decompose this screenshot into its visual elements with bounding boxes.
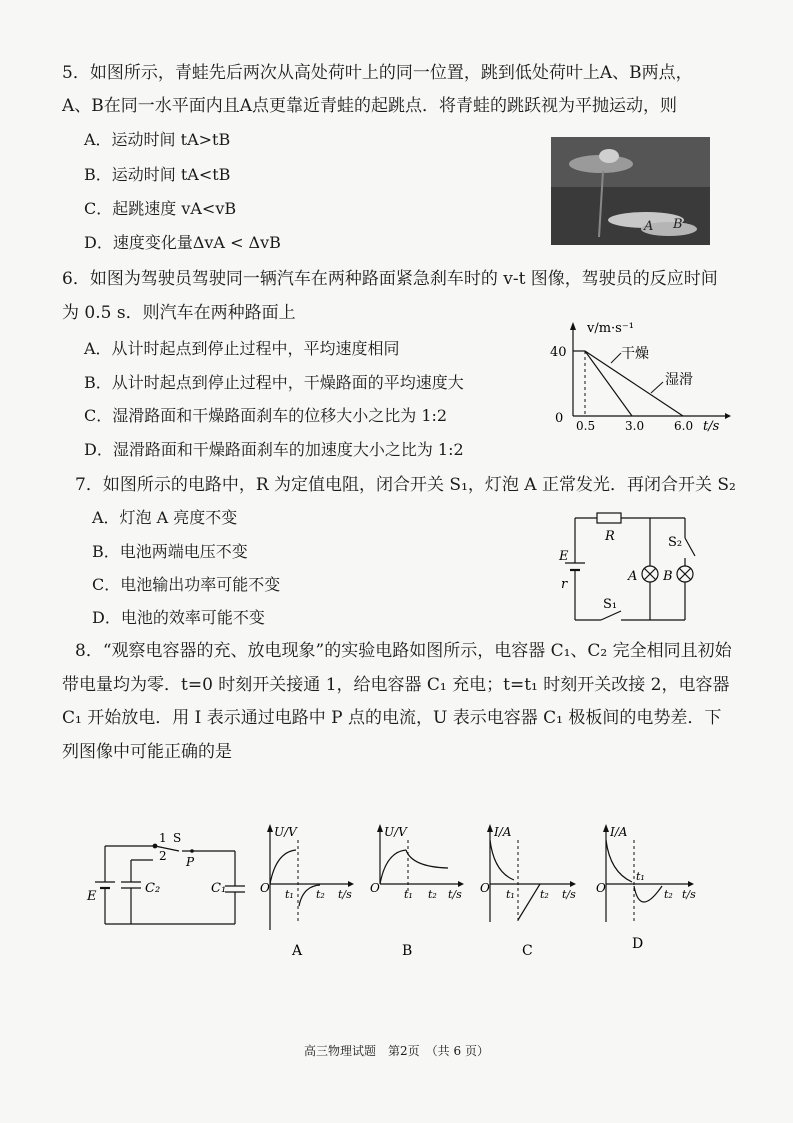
q5-option-b: B．运动时间 tA<tB xyxy=(84,165,231,184)
graph-c-x-label: t/s xyxy=(562,888,576,901)
switch-pos-2: 2 xyxy=(159,849,167,863)
graph-a-origin: O xyxy=(260,881,270,895)
q6-x-tick-6.0: 6.0 xyxy=(674,419,694,433)
q6-y-label: v/m·s⁻¹ xyxy=(587,321,634,336)
q5-stem-line1: 5．如图所示，青蛙先后两次从高处荷叶上的同一位置，跳到低处荷叶上A、B两点， xyxy=(62,63,693,83)
q6-wet-label: 湿滑 xyxy=(665,372,693,388)
graph-d-t1: t₁ xyxy=(636,870,645,883)
switch-s2 xyxy=(685,538,695,556)
q8-stem-line4: 列图像中可能正确的是 xyxy=(62,742,232,762)
graph-b-origin: O xyxy=(370,881,380,895)
graph-a-t1: t₁ xyxy=(285,888,294,901)
q6-option-d: D．湿滑路面和干燥路面刹车的加速度大小之比为 1:2 xyxy=(84,440,464,459)
graph-c-discharge-current xyxy=(518,884,540,920)
q6-vt-graph xyxy=(545,318,735,433)
graph-d-t2: t₂ xyxy=(664,888,673,901)
graph-d-option-label: D xyxy=(632,936,644,952)
q8-e-label: E xyxy=(87,889,97,904)
q5-stem-line2: A、B在同一水平面内且A点更靠近青蛙的起跳点．将青蛙的跳跃视为平抛运动，则 xyxy=(62,96,678,116)
graph-c-option-label: C xyxy=(522,943,533,959)
q5-option-d: D．速度变化量ΔvA < ΔvB xyxy=(84,233,281,252)
c2-label: C₂ xyxy=(145,881,161,896)
graph-b-t1: t₁ xyxy=(404,888,413,901)
q6-x-label: t/s xyxy=(703,419,720,433)
frog xyxy=(599,149,619,163)
graph-a-y-label: U/V xyxy=(274,825,297,839)
graph-c-y-label: I/A xyxy=(494,825,512,839)
q7-circuit-diagram xyxy=(555,508,705,630)
q8-graph-a xyxy=(258,822,358,962)
lamp-a-label: A xyxy=(628,569,638,584)
switch-s-label: S xyxy=(173,831,182,845)
q8-graph-c xyxy=(478,822,583,962)
s1-label: S₁ xyxy=(603,597,618,612)
graph-c-t2: t₂ xyxy=(540,888,549,901)
graph-d-origin: O xyxy=(596,881,606,895)
graph-a-x-label: t/s xyxy=(338,888,352,901)
switch-s1 xyxy=(601,611,621,620)
graph-a-option-label: A xyxy=(292,943,303,959)
c1-label: C₁ xyxy=(211,881,227,896)
graph-b-y-label: U/V xyxy=(384,825,407,839)
q8-circuit-diagram xyxy=(85,828,245,928)
q5-option-c: C．起跳速度 vA<vB xyxy=(84,199,237,218)
q6-option-c: C．湿滑路面和干燥路面刹车的位移大小之比为 1:2 xyxy=(84,406,448,425)
q6-stem-line1: 6．如图为驾驶员驾驶同一辆汽车在两种路面紧急刹车时的 v-t 图像，驾驶员的反应时间 xyxy=(62,269,718,289)
graph-a-charge-curve xyxy=(270,850,296,884)
point-p xyxy=(190,849,194,853)
point-a-label: A xyxy=(644,219,654,234)
graph-d-charge-current xyxy=(606,840,632,882)
q6-x-tick-3.0: 3.0 xyxy=(625,419,645,433)
graph-a-t2: t₂ xyxy=(316,888,325,901)
point-b-label: B xyxy=(673,217,683,232)
graph-c-t1: t₁ xyxy=(506,888,515,901)
frog-lily-pad-photo xyxy=(551,137,710,245)
q6-y-tick-40: 40 xyxy=(550,345,567,360)
q7-stem-line1: 7．如图所示的电路中，R 为定值电阻，闭合开关 S₁，灯泡 A 正常发光．再闭合开关 S₂ xyxy=(75,475,736,495)
frog-photo-illustration xyxy=(551,137,710,245)
q6-option-b: B．从计时起点到停止过程中，干燥路面的平均速度大 xyxy=(84,373,464,392)
q7-option-d: D．电池的效率可能不变 xyxy=(92,608,265,627)
q8-stem-line3: C₁ 开始放电．用 I 表示通过电路中 P 点的电流，U 表示电容器 C₁ 极板间的电势差．下 xyxy=(62,708,722,728)
resistor-r xyxy=(597,513,621,523)
q8-stem-line2: 带电量均为零．t=0 时刻开关接通 1，给电容器 C₁ 充电；t=t₁ 时刻开关改接 2，电容器 xyxy=(62,675,730,695)
graph-b-discharge-curve xyxy=(406,850,448,868)
switch-pos-1: 1 xyxy=(159,831,167,845)
q5-option-a: A．运动时间 tA>tB xyxy=(84,130,231,149)
q8-graph-d xyxy=(592,822,702,962)
q6-origin: 0 xyxy=(555,411,564,426)
graph-d-y-label: I/A xyxy=(610,825,628,839)
graph-d-x-label: t/s xyxy=(682,888,696,901)
q6-stem-line2: 为 0.5 s．则汽车在两种路面上 xyxy=(62,303,296,323)
q6-x-tick-0.5: 0.5 xyxy=(576,419,596,433)
q6-dry-label: 干燥 xyxy=(621,346,649,362)
e-label: E xyxy=(559,549,569,564)
q7-option-b: B．电池两端电压不变 xyxy=(92,542,248,561)
q7-option-c: C．电池输出功率可能不变 xyxy=(92,575,281,594)
q7-option-a: A．灯泡 A 亮度不变 xyxy=(92,508,238,527)
p-label: P xyxy=(186,855,195,869)
internal-r-label: r xyxy=(561,577,568,592)
lamp-b-label: B xyxy=(663,569,673,584)
r-label: R xyxy=(605,529,615,544)
graph-b-t2: t₂ xyxy=(428,888,437,901)
graph-c-origin: O xyxy=(480,881,490,895)
graph-d-discharge-current xyxy=(634,886,662,902)
graph-c-charge-current xyxy=(490,840,514,880)
graph-b-charge-curve xyxy=(380,850,406,884)
graph-b-option-label: B xyxy=(402,943,413,959)
s2-label: S₂ xyxy=(668,535,683,550)
q8-stem-line1: 8．“观察电容器的充、放电现象”的实验电路如图所示，电容器 C₁、C₂ 完全相同且初始 xyxy=(75,641,732,661)
page-footer: 高三物理试题 第2页 （共 6 页） xyxy=(304,1044,489,1058)
graph-b-x-label: t/s xyxy=(448,888,462,901)
q8-graph-b xyxy=(368,822,468,962)
q6-option-a: A．从计时起点到停止过程中，平均速度相同 xyxy=(84,339,400,358)
